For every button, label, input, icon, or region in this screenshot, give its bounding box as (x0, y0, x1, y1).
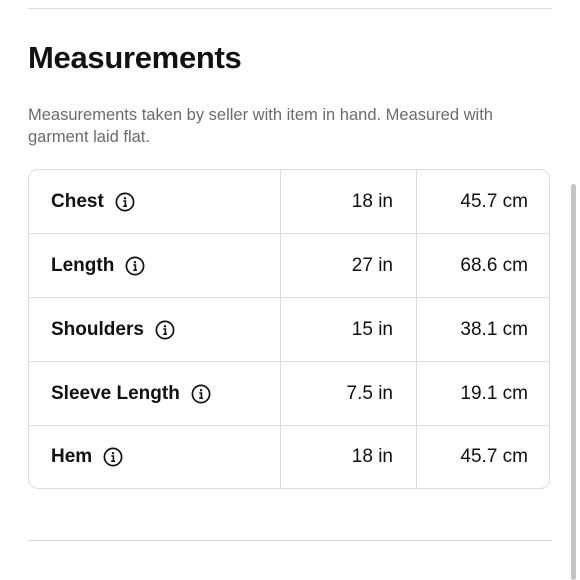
measurement-label: Shoulders (51, 318, 144, 340)
info-icon[interactable] (125, 256, 145, 276)
measurement-inches: 7.5 in (281, 362, 417, 425)
measurement-label: Sleeve Length (51, 382, 180, 404)
measurement-centimeters: 38.1 cm (460, 318, 528, 340)
measurement-name-cell (29, 362, 281, 425)
measurement-row-shoulders (29, 298, 549, 362)
info-icon[interactable] (115, 192, 135, 212)
measurement-row-chest (29, 170, 549, 234)
measurement-label: Hem (51, 446, 93, 467)
measurement-name-cell (29, 298, 281, 361)
measurement-centimeters: 45.7 cm (460, 446, 528, 467)
info-icon[interactable] (191, 384, 211, 404)
measurements-table (28, 169, 550, 489)
measurement-label: Chest (51, 190, 104, 212)
measurement-centimeters: 19.1 cm (460, 382, 528, 404)
info-icon[interactable] (103, 447, 123, 467)
measurement-name-cell (29, 426, 281, 488)
top-divider (28, 8, 552, 9)
measurement-inches: 27 in (281, 234, 417, 297)
section-title: Measurements (28, 40, 242, 75)
measurement-inches: 18 in (281, 170, 417, 233)
scrollbar[interactable] (571, 184, 576, 580)
info-icon[interactable] (155, 320, 175, 340)
measurement-inches: 18 in (281, 426, 417, 488)
measurement-row-length (29, 234, 549, 298)
section-description: Measurements taken by seller with item in hand. Measured with garment laid flat. (28, 106, 493, 146)
measurement-name-cell (29, 170, 281, 233)
measurement-row-hem (29, 426, 549, 488)
measurement-row-sleeve-length (29, 362, 549, 426)
bottom-divider (28, 540, 552, 541)
measurement-centimeters: 68.6 cm (460, 254, 528, 276)
measurement-centimeters: 45.7 cm (460, 190, 528, 212)
measurement-name-cell (29, 234, 281, 297)
measurement-inches: 15 in (281, 298, 417, 361)
measurement-label: Length (51, 254, 115, 276)
